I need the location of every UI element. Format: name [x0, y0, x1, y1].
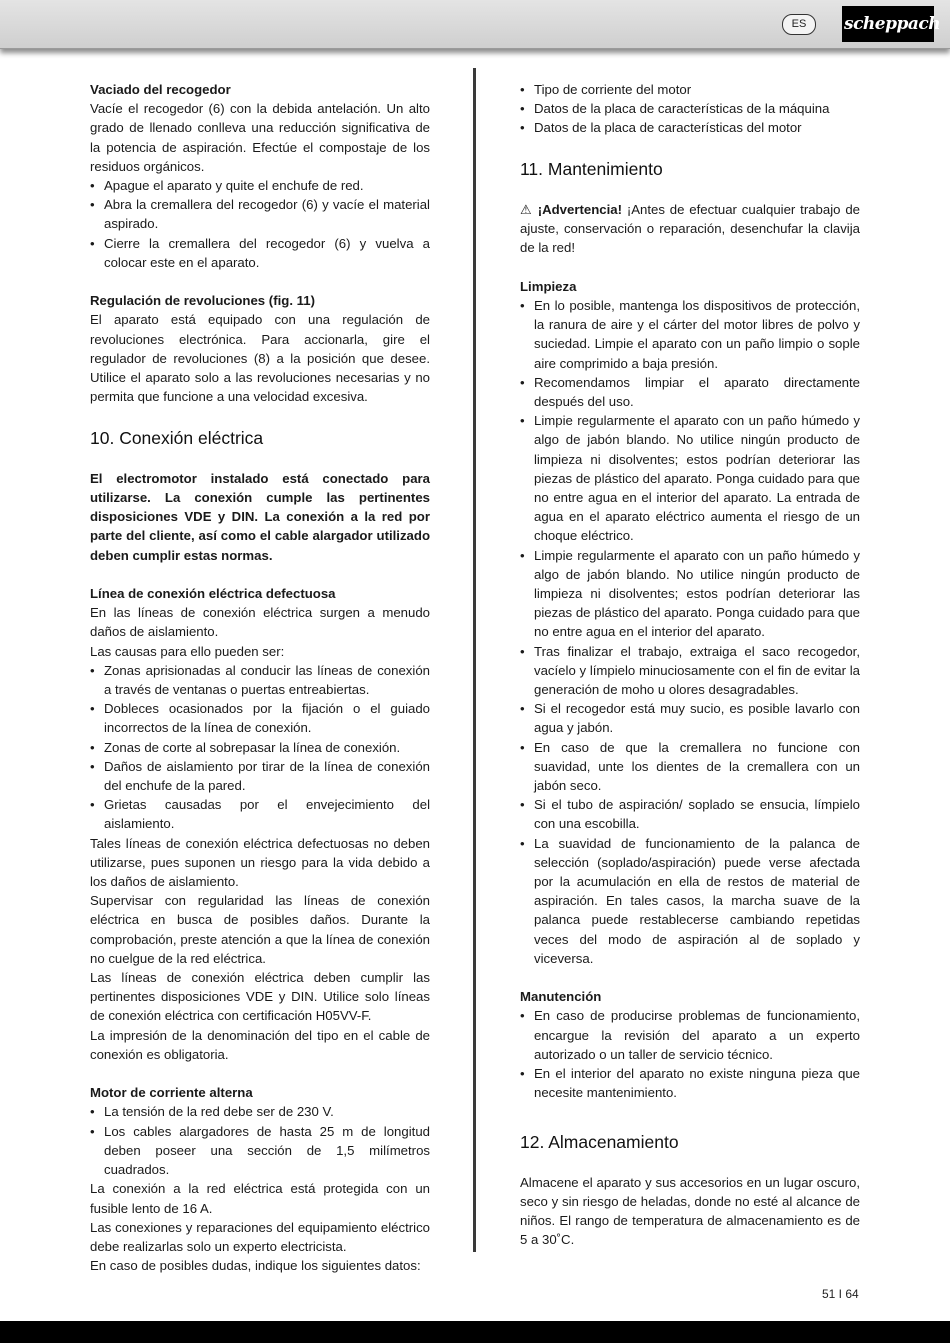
warning-triangle-icon: ⚠ — [520, 201, 533, 217]
bullet-list — [90, 661, 430, 834]
page-number: 51 I 64 — [822, 1287, 859, 1301]
section-title-upkeep: Manutención — [520, 989, 602, 1005]
paragraph: Almacene el aparato y sus accesorios en un lugar oscuro, seco y sin riesgo de heladas, donde no esté al alcance de niños. El rango de temperatura de almacenamiento es de 5 a 30˚C. — [520, 1174, 860, 1248]
section-title-speed-control: Regulación de revoluciones (fig. 11) — [90, 293, 315, 309]
list-item: • Limpie regularmente el aparato con un paño húmedo y algo de jabón blando. No utilice ningún producto de limpieza ni disolventes; estos podrían deteriorar las piezas de plástico del aparato. Ponga cuidado para que no entre agua en el interior del aparato. — [520, 546, 860, 642]
list-item: • Zonas aprisionadas al conducir las líneas de conexión a través de ventanas o puertas entreabiertas. — [90, 661, 430, 699]
list-item: • Tras finalizar el trabajo, extraiga el saco recogedor, vacíelo y límpielo minuciosamente con el fin de evitar la generación de moho u olores desagradables. — [520, 642, 860, 700]
list-item: • Tipo de corriente del motor — [520, 80, 860, 99]
list-item: • Los cables alargadores de hasta 25 m de longitud deben poseer una sección de 1,5 milímetros cuadrados. — [90, 1122, 430, 1180]
list-item: • Apague el aparato y quite el enchufe de red. — [90, 176, 430, 195]
list-item: • Si el recogedor está muy sucio, es posible lavarlo con agua y jabón. — [520, 699, 860, 737]
list-item: • En lo posible, mantenga los dispositivos de protección, la ranura de aire y el cárter del motor libres de polvo y suciedad. Limpie el aparato con un paño limpio o sople aire comprimido a baja presión. — [520, 296, 860, 373]
list-item: • Dobleces ocasionados por la fijación o el guiado incorrectos de la línea de conexión. — [90, 699, 430, 737]
list-item: • Zonas de corte al sobrepasar la línea de conexión. — [90, 738, 430, 757]
paragraph: La impresión de la denominación del tipo en el cable de conexión es obligatoria. — [90, 1027, 430, 1062]
brand-logo: scheppach — [842, 6, 934, 42]
warning-label: ¡Advertencia! — [537, 201, 622, 217]
section-title-defective-line: Línea de conexión eléctrica defectuosa — [90, 586, 336, 602]
list-item: • Grietas causadas por el envejecimiento del aislamiento. — [90, 795, 430, 833]
bullet-list — [520, 296, 860, 968]
paragraph-bold: El electromotor instalado está conectado para utilizarse. La conexión cumple las pertinentes disposiciones VDE y DIN. La conexión a la red por parte del cliente, así como el cable alargador utilizado deben cumplir estas normas. — [90, 470, 430, 563]
list-item: • Abra la cremallera del recogedor (6) y vacíe el material aspirado. — [90, 195, 430, 233]
list-item: • Limpie regularmente el aparato con un paño húmedo y algo de jabón blando. No utilice ningún producto de limpieza ni disolventes; estos podrían deteriorar las piezas de plástico del aparato. Ponga cuidado para que no entre agua en el interior del aparato. La entrada de agua en el aparato eléctrico aumenta el riesgo de un choque eléctrico. — [520, 411, 860, 545]
paragraph: El aparato está equipado con una regulación de revoluciones electrónica. Para accionarla, gire el regulador de revoluciones (8) a la posición que desee. Utilice el aparato solo a las revoluciones necesarias y no permita que funcione a una velocidad excesiva. — [90, 312, 430, 405]
warning-text: ¡Antes de efectuar cualquier trabajo de ajuste, conservación o reparación, desenchufar la clavija de la red! — [520, 201, 860, 256]
heading-storage: 12. Almacenamiento — [520, 1131, 679, 1152]
section-title-cleaning: Limpieza — [520, 278, 577, 294]
heading-maintenance: 11. Mantenimiento — [520, 158, 663, 179]
list-item: • La suavidad de funcionamiento de la palanca de selección (soplado/aspiración) puede verse afectada por la acumulación en ella de restos de material de aspiración. En tales casos, la marcha suave de la palanca puede restablecerse cambiando repetidas veces del modo de aspiración al de soplado y viceversa. — [520, 834, 860, 968]
paragraph: Las causas para ello pueden ser: — [90, 643, 285, 659]
list-item: • Datos de la placa de características de la máquina — [520, 99, 860, 118]
warning-paragraph — [520, 200, 860, 258]
list-item: • En caso de que la cremallera no funcione con suavidad, unte los dientes de la cremallera con un jabón seco. — [520, 738, 860, 796]
list-item: • Si el tubo de aspiración/ soplado se ensucia, límpielo con una escobilla. — [520, 795, 860, 833]
paragraph: Las líneas de conexión eléctrica deben cumplir las pertinentes disposiciones VDE y DIN. Utilice solo líneas de conexión eléctrica con certificación H05VV-F. — [90, 970, 430, 1024]
header-bar — [0, 0, 950, 49]
right-column — [520, 80, 860, 1250]
paragraph: Vacíe el recogedor (6) con la debida antelación. Un alto grado de llenado conlleva una reducción significativa de la potencia de aspiración. Efectúe el compostaje de los residuos orgánicos. — [90, 101, 430, 174]
list-item: • La tensión de la red debe ser de 230 V. — [90, 1102, 430, 1121]
left-column — [90, 80, 430, 1275]
footer-bar — [0, 1321, 950, 1343]
paragraph: Tales líneas de conexión eléctrica defectuosas no deben utilizarse, pues suponen un riesgo para la vida debido a los daños de aislamiento. — [90, 835, 430, 890]
section-title-ac-motor: Motor de corriente alterna — [90, 1085, 253, 1101]
language-badge: ES — [782, 14, 816, 35]
paragraph: Supervisar con regularidad las líneas de conexión eléctrica en busca de posibles daños. Durante la comprobación, preste atención a que la línea de conexión no cuelgue de la red eléctrica. — [90, 893, 430, 966]
bullet-list — [520, 80, 860, 138]
paragraph: Las conexiones y reparaciones del equipamiento eléctrico debe realizarlas solo un experto electricista. — [90, 1219, 430, 1254]
list-item: • En caso de producirse problemas de funcionamiento, encargue la revisión del aparato a un experto autorizado o un taller de servicio técnico. — [520, 1006, 860, 1064]
section-title-empty-collector: Vaciado del recogedor — [90, 82, 231, 97]
heading-electrical-connection: 10. Conexión eléctrica — [90, 427, 264, 448]
paragraph: La conexión a la red eléctrica está protegida con un fusible lento de 16 A. — [90, 1181, 430, 1216]
paragraph: En las líneas de conexión eléctrica surgen a menudo daños de aislamiento. — [90, 605, 430, 640]
paragraph: En caso de posibles dudas, indique los siguientes datos: — [90, 1258, 421, 1274]
list-item: • Daños de aislamiento por tirar de la línea de conexión del enchufe de la pared. — [90, 757, 430, 795]
bullet-list — [520, 1006, 860, 1102]
list-item: • Cierre la cremallera del recogedor (6) y vuelva a colocar este en el aparato. — [90, 234, 430, 272]
column-divider — [473, 68, 476, 1252]
bullet-list — [90, 1102, 430, 1179]
list-item: • Recomendamos limpiar el aparato directamente después del uso. — [520, 373, 860, 411]
list-item: • En el interior del aparato no existe ninguna pieza que necesite mantenimiento. — [520, 1064, 860, 1102]
list-item: • Datos de la placa de características del motor — [520, 118, 860, 137]
bullet-list — [90, 176, 430, 272]
